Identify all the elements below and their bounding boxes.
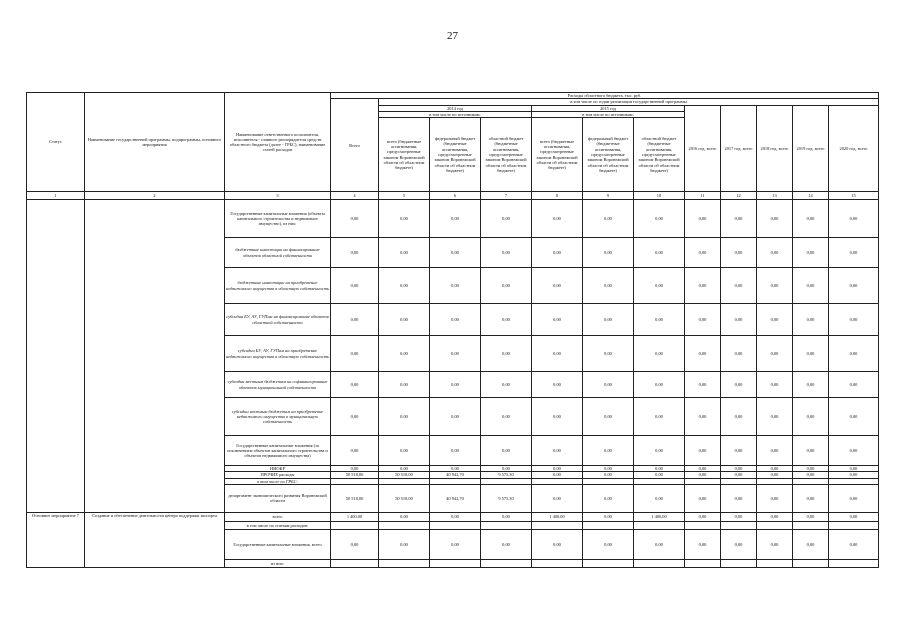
value-cell: 0,00 [379, 512, 430, 521]
col-number: 15 [829, 192, 879, 200]
value-cell: 0,00 [757, 336, 793, 372]
value-cell: 0,00 [757, 304, 793, 336]
value-cell: 0,00 [481, 200, 532, 238]
col-number: 1 [27, 192, 85, 200]
value-cell: 0,00 [583, 268, 634, 304]
value-cell: 0,00 [481, 336, 532, 372]
value-cell: 0,00 [757, 200, 793, 238]
value-cell: 0,00 [829, 472, 879, 478]
value-cell: 0,00 [634, 436, 685, 466]
value-cell: 0,00 [583, 304, 634, 336]
value-cell: 0,00 [685, 268, 721, 304]
value-cell: 0,00 [481, 238, 532, 268]
value-cell: 0,00 [379, 238, 430, 268]
main-event-rows [27, 512, 879, 567]
row-label: из них: [225, 559, 331, 567]
value-cell: 0,00 [685, 372, 721, 398]
value-cell: 0,00 [721, 484, 757, 512]
value-cell: 0,00 [634, 200, 685, 238]
value-cell [685, 521, 721, 529]
value-cell: 0,00 [379, 466, 430, 472]
value-cell: 0,00 [757, 472, 793, 478]
value-cell: 0,00 [583, 472, 634, 478]
value-cell: 0,00 [757, 268, 793, 304]
value-cell: 0,00 [721, 372, 757, 398]
value-cell: 0,00 [757, 484, 793, 512]
value-cell: 0,00 [793, 512, 829, 521]
budget-rows [27, 200, 879, 513]
value-cell: 0,00 [583, 372, 634, 398]
value-cell [757, 559, 793, 567]
header-total-sources-2014: всего (бюджетные ассигнования, предусмотренные законом Воронежской области об областном бюджете) [379, 118, 430, 192]
value-cell [721, 559, 757, 567]
value-cell: 0,00 [793, 372, 829, 398]
value-cell: 0,00 [481, 466, 532, 472]
value-cell: 0,00 [430, 372, 481, 398]
value-cell: 0,00 [532, 200, 583, 238]
value-cell: 0,00 [532, 268, 583, 304]
value-cell: 0,00 [634, 336, 685, 372]
value-cell: 0,00 [532, 398, 583, 436]
col-number: 12 [721, 192, 757, 200]
value-cell: 0,00 [331, 466, 379, 472]
value-cell: 0,00 [757, 436, 793, 466]
value-cell: 0,00 [721, 398, 757, 436]
value-cell: 0,00 [757, 466, 793, 472]
value-cell: 0,00 [793, 398, 829, 436]
value-cell: 0,00 [721, 436, 757, 466]
value-cell: 0,00 [379, 304, 430, 336]
table-row [27, 200, 879, 238]
row-label: Государственные капитальные вложения (объекты капитального строительства и недвижимое имущество), из них: [225, 200, 331, 238]
row-label: всего [225, 512, 331, 521]
value-cell: 0,00 [829, 529, 879, 559]
value-cell: 0,00 [379, 336, 430, 372]
value-cell: 0,00 [481, 529, 532, 559]
header-regional-2014: областной бюджет (бюджетные ассигнования, предусмотренные законом Воронежской области об областном бюджете) [481, 118, 532, 192]
header-incl-sources-2015: в том числе по источникам: [532, 111, 685, 117]
value-cell: 0,00 [721, 512, 757, 521]
value-cell: 0,00 [634, 472, 685, 478]
value-cell: 0,00 [685, 529, 721, 559]
main-event-name: Создание и обеспечение деятельности центра поддержки экспорта [85, 512, 225, 567]
value-cell: 0,00 [757, 238, 793, 268]
row-label: ПРОЧИЕ расходы [225, 472, 331, 478]
value-cell: 0,00 [721, 304, 757, 336]
value-cell: 0,00 [481, 398, 532, 436]
table-row [27, 512, 879, 521]
value-cell: 0,00 [634, 268, 685, 304]
header-program-name: Наименование государственной программы, подпрограммы, основного мероприятия [85, 93, 225, 192]
value-cell: 0,00 [793, 238, 829, 268]
value-cell: 0,00 [583, 398, 634, 436]
header-federal-2014: федеральный бюджет (бюджетные ассигнования, предусмотренные законом Воронежской области об областном бюджете) [430, 118, 481, 192]
value-cell: 0,00 [331, 372, 379, 398]
status-cell [27, 200, 85, 513]
col-number: 9 [583, 192, 634, 200]
value-cell: 0,00 [331, 529, 379, 559]
value-cell: 0,00 [331, 200, 379, 238]
value-cell [793, 559, 829, 567]
value-cell: 0,00 [532, 529, 583, 559]
value-cell: 0,00 [793, 472, 829, 478]
value-cell: 0,00 [331, 398, 379, 436]
value-cell: 0,00 [331, 238, 379, 268]
value-cell [634, 521, 685, 529]
value-cell: 0,00 [583, 529, 634, 559]
value-cell: 0,00 [430, 268, 481, 304]
value-cell: 0,00 [481, 512, 532, 521]
value-cell: 0,00 [379, 372, 430, 398]
value-cell: 0,00 [634, 238, 685, 268]
value-cell [583, 521, 634, 529]
value-cell [430, 521, 481, 529]
value-cell: 0,00 [532, 472, 583, 478]
value-cell: 0,00 [757, 398, 793, 436]
row-label: Государственные капитальные вложения, всего [225, 529, 331, 559]
value-cell: 0,00 [829, 268, 879, 304]
value-cell: 0,00 [685, 512, 721, 521]
value-cell: 0,00 [721, 336, 757, 372]
value-cell: 40 942,70 [430, 472, 481, 478]
value-cell [481, 521, 532, 529]
value-cell [331, 559, 379, 567]
value-cell: 0,00 [379, 398, 430, 436]
row-label: субсидии местным бюджетам на софинансирование объектов муниципальной собственности [225, 372, 331, 398]
value-cell: 0,00 [583, 238, 634, 268]
value-cell: 0,00 [583, 466, 634, 472]
value-cell: 0,00 [379, 268, 430, 304]
value-cell: 0,00 [685, 200, 721, 238]
value-cell: 0,00 [583, 336, 634, 372]
value-cell [829, 521, 879, 529]
value-cell: 0,00 [829, 336, 879, 372]
value-cell: 0,00 [379, 200, 430, 238]
value-cell: 0,00 [829, 304, 879, 336]
value-cell: 0,00 [793, 268, 829, 304]
header-year-2015: 2015 год [532, 105, 685, 111]
row-label: субсидии БУ, АУ, ГУПам на финансирование объектов областной собственности [225, 304, 331, 336]
header-incl-sources-2014: в том числе по источникам: [379, 111, 532, 117]
header-responsible: Наименование ответственного исполнителя, исполнителя - главного распорядителя средств областного бюджета (далее - ГРБС), наименование статей расходов [225, 93, 331, 192]
page-number: 27 [447, 30, 458, 42]
col-number: 5 [379, 192, 430, 200]
value-cell: 50 518,00 [379, 484, 430, 512]
col-number: 8 [532, 192, 583, 200]
value-cell [583, 559, 634, 567]
col-number: 2 [85, 192, 225, 200]
col-number: 7 [481, 192, 532, 200]
header-regional-2015: областной бюджет (бюджетные ассигнования, предусмотренные законом Воронежской области об областном бюджете) [634, 118, 685, 192]
column-number-row [27, 192, 879, 200]
col-number: 13 [757, 192, 793, 200]
value-cell: 0,00 [583, 436, 634, 466]
value-cell: 0,00 [829, 398, 879, 436]
row-label: субсидии местным бюджетам на приобретение недвижимого имущества в муниципальную собственность [225, 398, 331, 436]
col-number: 4 [331, 192, 379, 200]
value-cell: 0,00 [685, 238, 721, 268]
value-cell: 0,00 [685, 466, 721, 472]
value-cell [793, 521, 829, 529]
value-cell: 0,00 [721, 268, 757, 304]
value-cell: 0,00 [829, 466, 879, 472]
budget-table [26, 92, 879, 568]
value-cell: 0,00 [481, 372, 532, 398]
value-cell: 0,00 [793, 200, 829, 238]
value-cell: 0,00 [430, 238, 481, 268]
value-cell: 0,00 [721, 238, 757, 268]
value-cell: 50 518,00 [331, 484, 379, 512]
value-cell: 0,00 [379, 529, 430, 559]
value-cell: 50 518,00 [331, 472, 379, 478]
value-cell: 0,00 [685, 472, 721, 478]
value-cell: 0,00 [532, 484, 583, 512]
value-cell: 0,00 [583, 200, 634, 238]
value-cell [757, 521, 793, 529]
value-cell: 0,00 [634, 304, 685, 336]
value-cell: 0,00 [430, 336, 481, 372]
value-cell: 0,00 [829, 436, 879, 466]
value-cell [331, 521, 379, 529]
col-number: 10 [634, 192, 685, 200]
value-cell: 0,00 [757, 512, 793, 521]
value-cell: 0,00 [481, 304, 532, 336]
value-cell: 0,00 [634, 466, 685, 472]
value-cell: 0,00 [721, 466, 757, 472]
value-cell: 0,00 [829, 372, 879, 398]
value-cell [721, 521, 757, 529]
value-cell: 0,00 [331, 304, 379, 336]
value-cell: 0,00 [721, 472, 757, 478]
value-cell: 0,00 [757, 372, 793, 398]
value-cell [379, 521, 430, 529]
header-2019: 2019 год, всего [793, 105, 829, 192]
value-cell: 0,00 [430, 436, 481, 466]
header-status: Статус [27, 93, 85, 192]
col-number: 6 [430, 192, 481, 200]
header-2016: 2016 год, всего [685, 105, 721, 192]
value-cell: 0,00 [379, 436, 430, 466]
value-cell [829, 559, 879, 567]
value-cell: 0,00 [532, 372, 583, 398]
value-cell: 0,00 [430, 200, 481, 238]
value-cell: 0,00 [829, 238, 879, 268]
value-cell: 0,00 [532, 466, 583, 472]
value-cell: 0,00 [634, 372, 685, 398]
value-cell: 0,00 [829, 484, 879, 512]
value-cell: 0,00 [793, 436, 829, 466]
value-cell: 0,00 [793, 484, 829, 512]
value-cell: 0,00 [583, 512, 634, 521]
value-cell: 0,00 [829, 512, 879, 521]
value-cell: 1 400,00 [634, 512, 685, 521]
col-number: 11 [685, 192, 721, 200]
value-cell: 0,00 [634, 398, 685, 436]
value-cell: 1 400,00 [532, 512, 583, 521]
value-cell: 9 575,30 [481, 472, 532, 478]
header-2017: 2017 год, всего [721, 105, 757, 192]
value-cell: 0,00 [331, 336, 379, 372]
value-cell [430, 559, 481, 567]
value-cell: 0,00 [430, 512, 481, 521]
value-cell: 0,00 [793, 304, 829, 336]
header-incl-years: в том числе по годам реализации государственной программы [379, 99, 879, 105]
row-label: департамент экономического развития Воронежской области [225, 484, 331, 512]
value-cell: 0,00 [829, 200, 879, 238]
row-label: бюджетные инвестиции на финансирование объектов областной собственности [225, 238, 331, 268]
row-label: НИОКР [225, 466, 331, 472]
value-cell: 0,00 [532, 304, 583, 336]
header-federal-2015: федеральный бюджет (бюджетные ассигнования, предусмотренные законом Воронежской области об областном бюджете) [583, 118, 634, 192]
value-cell: 0,00 [331, 436, 379, 466]
value-cell: 0,00 [721, 529, 757, 559]
header-total: Всего [331, 99, 379, 192]
value-cell: 0,00 [685, 336, 721, 372]
value-cell: 0,00 [721, 200, 757, 238]
value-cell [634, 559, 685, 567]
value-cell: 0,00 [685, 484, 721, 512]
value-cell: 0,00 [793, 529, 829, 559]
row-label: Государственные капитальные вложения (за исключением объектов капитального строительства и объектов недвижимого имущества) [225, 436, 331, 466]
value-cell: 1 400,00 [331, 512, 379, 521]
program-name-cell [85, 200, 225, 513]
value-cell: 0,00 [430, 466, 481, 472]
value-cell: 0,00 [430, 304, 481, 336]
header-2020: 2020 год, всего [829, 105, 879, 192]
row-label: в том числе по статьям расходов: [225, 521, 331, 529]
value-cell: 0,00 [793, 336, 829, 372]
value-cell: 0,00 [430, 398, 481, 436]
header-2018: 2018 год, всего [757, 105, 793, 192]
value-cell: 0,00 [583, 484, 634, 512]
value-cell [379, 559, 430, 567]
value-cell [532, 521, 583, 529]
row-label: бюджетные инвестиции на приобретение недвижимого имущества в областную собственность [225, 268, 331, 304]
value-cell: 0,00 [481, 436, 532, 466]
main-event-status: Основное мероприятие 7 [27, 512, 85, 567]
row-label: в том числе по ГРБС: [225, 478, 331, 484]
value-cell: 0,00 [685, 398, 721, 436]
value-cell: 0,00 [634, 484, 685, 512]
header-total-sources-2015: всего (бюджетные ассигнования, предусмотренные законом Воронежской области об областном бюджете) [532, 118, 583, 192]
value-cell [532, 559, 583, 567]
value-cell: 0,00 [532, 238, 583, 268]
value-cell: 0,00 [685, 436, 721, 466]
value-cell: 0,00 [430, 529, 481, 559]
col-number: 14 [793, 192, 829, 200]
value-cell [685, 559, 721, 567]
value-cell: 0,00 [331, 268, 379, 304]
value-cell: 0,00 [757, 529, 793, 559]
row-label: субсидии БУ, АУ, ГУПам на приобретение недвижимого имущества в областную собственность [225, 336, 331, 372]
value-cell: 0,00 [685, 304, 721, 336]
value-cell: 0,00 [634, 529, 685, 559]
value-cell [481, 559, 532, 567]
value-cell: 0,00 [532, 436, 583, 466]
value-cell: 0,00 [481, 268, 532, 304]
value-cell: 50 518,00 [379, 472, 430, 478]
header-year-2014: 2014 год [379, 105, 532, 111]
value-cell: 9 575,30 [481, 484, 532, 512]
value-cell: 40 942,70 [430, 484, 481, 512]
header-expenses: Расходы областного бюджета, тыс. руб. [331, 93, 879, 99]
col-number: 3 [225, 192, 331, 200]
value-cell: 0,00 [532, 336, 583, 372]
value-cell: 0,00 [793, 466, 829, 472]
